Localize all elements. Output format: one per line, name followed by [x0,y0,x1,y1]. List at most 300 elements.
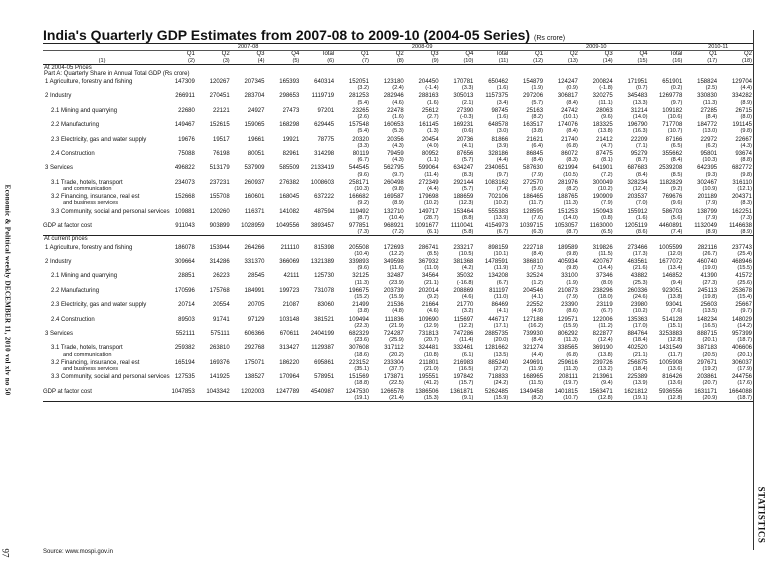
header-blank [43,51,161,58]
row-value: 81866 [491,136,509,143]
row-label: 2 Industry [45,258,72,265]
row-growth: (-0.3) [460,113,474,120]
row-value: 822877 [592,331,613,338]
row-growth: (20.2) [389,351,404,358]
row-value: 28545 [247,273,265,280]
row-value: 119492 [349,208,369,215]
row-value: 28063 [595,107,613,114]
row-value: 324481 [418,345,439,352]
row-growth: (10.3) [702,157,718,164]
header-blank [43,44,161,51]
row-value: 25603 [700,302,718,309]
row-growth: (16.5) [702,322,718,329]
row-value: 3253883 [658,331,683,338]
row-value: 23980 [630,302,648,309]
row-growth: (1.6) [427,99,439,106]
row-value: 151569 [348,374,369,381]
row-growth: (13.4) [667,265,683,272]
row-value: 148234 [697,316,718,323]
row-growth: (3.3) [357,142,369,149]
table-row [43,343,753,351]
row-label-cont: and communication [63,351,112,358]
row-value: 135363 [627,316,648,323]
row-growth: (7.6) [670,308,683,315]
row-value: 141925 [209,374,230,381]
header-col-index: (4) [231,58,266,65]
row-value: 731813 [418,331,439,338]
row-value: 282946 [383,93,404,100]
header-col-index: (13) [544,58,579,65]
row-value: 815398 [314,244,335,251]
table-row [43,300,753,308]
row-value: 234073 [174,179,195,186]
row-growth: (8.0) [740,113,752,120]
row-value: 148029 [731,316,752,323]
row-growth: (8.0) [601,279,613,286]
row-value: 41572 [735,273,752,280]
row-value: 297671 [697,359,718,366]
row-value: 923051 [662,287,683,294]
row-value: 1431549 [658,345,683,352]
row-label: 2.1 Mining and quarrying [51,107,118,114]
row-value: 888715 [697,331,718,338]
row-growth: (5.7) [461,157,474,164]
row-growth: (20.7) [702,380,718,387]
row-label: 2.1 Mining and quarrying [51,273,118,280]
gdp-table-container [43,43,753,402]
row-value: 544545 [348,165,369,172]
row-growth: (4.8) [392,308,404,315]
row-value: 587630 [523,165,544,172]
row-growth: (19.7) [563,380,578,387]
row-growth: (9.2) [670,185,683,192]
row-growth: (7.9) [566,294,578,300]
row-value: 27285 [700,107,718,114]
row-growth: (10.9) [702,185,718,192]
row-value: 637222 [314,194,335,201]
row-value: 203861 [697,374,718,381]
row-value: 86072 [561,150,578,157]
row-growth: (12.4) [632,185,648,192]
row-growth: (27.3) [702,279,718,286]
row-growth: (19.2) [702,366,718,373]
row-value: 20554 [212,302,230,309]
row-value: 578951 [314,374,335,381]
row-value: 468946 [731,258,752,265]
row-growth: (7.9) [601,200,613,207]
row-growth: (5.7) [531,99,544,106]
row-growth: (1.9) [566,279,578,286]
header-col-index: (11) [474,58,509,65]
row-value: 211801 [419,359,439,366]
table-row [43,243,753,251]
row-growth: (15.9) [563,322,578,329]
row-growth: (3.4) [496,99,509,106]
row-growth: (11.9) [494,265,509,272]
row-growth: (12.3) [458,200,474,207]
row-value: 213961 [592,374,613,381]
row-growth: (10.2) [493,200,509,207]
row-growth: (8.1) [601,157,613,164]
row-value: 109494 [348,316,369,323]
row-growth: (20.9) [683,395,718,402]
row-growth: (10.2) [423,200,439,207]
row-growth: (11.1) [598,99,613,106]
row-growth: (9.6) [670,200,683,207]
row-growth: (15.9) [474,395,509,402]
row-value: 22972 [700,136,718,143]
row-growth: (10.6) [667,113,683,120]
row-growth: (18.0) [598,294,613,300]
row-value: 20454 [421,136,439,143]
row-growth: (11.9) [528,366,544,373]
row-growth: (7.3) [335,229,370,236]
row-value: 28851 [178,273,195,280]
row-label: 3.2 Financing, insurance, real est [51,359,140,366]
row-growth: (3.9) [496,142,509,149]
header-col-index: (3) [196,58,231,65]
row-value: 651901 [662,78,683,85]
row-value: 585509 [279,165,300,172]
row-value: 20320 [352,136,369,143]
row-value: 86469 [491,302,509,309]
row-value: 204546 [523,287,544,294]
row-value: 4540987 [310,388,335,395]
row-growth: (18.8) [354,380,369,387]
row-value: 82961 [282,150,300,157]
row-growth: (1.1) [427,157,439,164]
row-value: 27473 [282,107,300,114]
row-value: 260336 [627,287,648,294]
section-title: At 2004-05 Prices [44,64,92,71]
row-value: 562795 [383,165,404,172]
row-value: 189589 [557,244,578,251]
header-col-index: (17) [683,58,718,65]
row-value: 1119719 [311,93,335,100]
row-value: 166682 [348,194,369,201]
row-growth: (6.5) [579,229,614,236]
row-growth: (22.3) [354,322,369,329]
row-value: 91741 [212,316,230,323]
row-growth: (13.6) [667,366,683,373]
table-row [43,120,753,128]
row-growth: (27.2) [493,366,509,373]
row-value: 109881 [174,208,195,215]
title-unit: (Rs crore) [533,35,566,42]
row-value: 26715 [735,107,752,114]
row-value: 205508 [348,244,369,251]
table-row [43,257,753,265]
row-value: 35032 [456,273,474,280]
row-value: 19517 [212,136,230,143]
header-year: 2010-11 [683,44,753,51]
row-value: 115697 [453,316,474,323]
row-value: 34564 [421,273,439,280]
row-growth: (25.6) [737,279,752,286]
table-row [43,221,753,229]
row-value: 1049556 [275,222,300,229]
row-value: 157548 [348,122,369,129]
row-growth: (8.9) [718,229,753,236]
row-value: 162251 [731,208,752,215]
row-growth: (0.7) [635,85,648,92]
row-growth: (21.6) [632,265,648,272]
row-label: 2.4 Construction [51,150,95,157]
row-growth: (10.8) [423,351,439,358]
row-value: 170781 [453,78,474,85]
row-value: 191145 [732,122,752,129]
row-value: 186465 [523,194,544,201]
row-value: 22552 [526,302,544,309]
row-value: 258171 [348,179,369,186]
row-value: 19661 [247,136,265,143]
row-value: 276382 [279,179,300,186]
row-value: 22478 [387,107,404,114]
row-growth: (15.7) [458,380,474,387]
row-value: 1247789 [275,388,300,395]
row-value: 309664 [174,258,195,265]
row-value: 120260 [209,208,230,215]
row-growth: (15.4) [737,294,752,300]
row-value: 682772 [731,165,752,172]
row-value: 239726 [592,359,613,366]
row-value: 79459 [387,150,404,157]
row-growth: (2.7) [427,113,439,120]
row-value: 26223 [212,273,230,280]
header-quarter-row [43,51,753,58]
row-value: 127188 [523,316,544,323]
row-value: 21740 [561,136,578,143]
row-value: 233217 [453,244,474,251]
row-value: 695861 [314,359,335,366]
row-growth: (25.4) [737,250,752,257]
page-title [43,27,753,43]
row-value: 898159 [488,244,509,251]
row-value: 420767 [592,258,613,265]
table-row [43,149,753,157]
row-value: 127535 [174,374,195,381]
row-growth: (11.3) [563,337,578,344]
row-growth: (1.6) [496,113,509,120]
row-value: 4460891 [658,222,683,229]
row-value: 173871 [383,374,404,381]
row-value: 339893 [348,258,369,265]
row-growth: (9.3) [705,171,718,178]
row-value: 223152 [348,359,369,366]
row-value: 4154973 [484,222,509,229]
row-growth: (3.0) [496,128,509,135]
row-growth: (10.2) [632,308,648,315]
row-value: 80119 [352,150,369,157]
row-value: 204450 [418,78,439,85]
page-number: 97 [0,548,11,558]
row-growth: (4.3) [392,157,404,164]
row-value: 1269778 [658,93,683,100]
row-value: 20356 [387,136,404,143]
row-value: 98745 [491,107,509,114]
row-growth: (4.3) [740,142,752,149]
row-growth: (4.4) [531,351,544,358]
row-value: 811197 [489,287,509,294]
row-value: 1005908 [658,359,683,366]
row-growth: (21.4) [370,395,405,402]
row-value: 288163 [418,93,439,100]
row-value: 153464 [453,208,474,215]
row-value: 155912 [627,208,648,215]
row-growth: (6.4) [531,142,544,149]
row-growth: (8.4) [670,157,683,164]
row-value: 297206 [523,93,544,100]
row-growth: (3.8) [531,128,544,135]
row-growth: (12.8) [648,395,683,402]
row-value: 169376 [209,359,230,366]
row-value: 174076 [557,122,578,129]
row-value: 238296 [592,287,613,294]
row-value: 977851 [348,222,369,229]
row-growth: (13.3) [632,99,648,106]
row-growth: (10.7) [544,395,579,402]
row-growth: (21.9) [389,322,404,329]
row-value: 237743 [731,244,752,251]
row-value: 20714 [178,302,195,309]
row-value: 124247 [557,78,578,85]
row-value: 183325 [592,122,613,129]
row-value: 168045 [279,194,300,201]
row-value: 306817 [557,93,578,100]
header-col-index: (8) [370,58,405,65]
row-value: 739930 [523,331,544,338]
row-value: 1129387 [311,345,335,352]
row-growth [265,395,300,402]
row-growth: (6.7) [601,308,613,315]
row-growth: (9.8) [566,250,578,257]
row-value: 190909 [592,194,613,201]
row-value: 87475 [595,150,613,157]
row-growth: (9.7) [392,171,404,178]
row-value: 37346 [595,273,613,280]
header-quarter: Total [495,51,509,57]
row-growth [265,229,300,236]
row-value: 321274 [523,345,544,352]
row-growth: (10.1) [493,250,509,257]
row-value: 160653 [383,122,404,129]
table-row [43,271,753,279]
row-growth: (14.0) [632,113,648,120]
row-value: 682329 [348,331,369,338]
row-growth: (11.7) [668,351,683,358]
row-label: 3.1 Trade, hotels, transport [51,179,123,186]
row-value: 1664088 [728,388,752,395]
row-growth: (9.1) [440,395,475,402]
row-growth: (11.3) [563,366,578,373]
row-growth: (11.5) [528,380,544,387]
header-col-index: (2) [161,58,196,65]
row-growth: (8.9) [740,99,752,106]
row-growth: (6.2) [705,142,718,149]
row-value: 93674 [735,150,752,157]
row-value: 237231 [209,179,230,186]
table-row [43,135,753,143]
row-value: 911043 [175,222,195,229]
row-growth: (5.7) [461,185,474,192]
header-quarter: Q2 [743,51,752,57]
row-value: 188765 [557,194,578,201]
row-growth: (9.6) [601,113,613,120]
header-quarter: Q1 [360,51,369,57]
row-growth: (4.6) [427,308,439,315]
row-value: 256875 [627,359,648,366]
row-growth: (7.2) [370,229,405,236]
row-value: 208111 [558,374,578,381]
row-value: 367932 [418,258,439,265]
header-quarter: Q3 [430,51,439,57]
row-growth: (8.5) [670,171,683,178]
row-growth: (18.4) [632,337,648,344]
row-growth: (11.0) [424,265,439,272]
section-row [43,236,753,243]
row-growth: (8.3) [566,157,578,164]
row-growth: (13.5) [702,308,718,315]
row-growth: (3.2) [357,85,369,92]
row-growth: (8.4) [531,337,544,344]
row-value: 22667 [735,136,752,143]
row-growth: (21.0) [423,366,439,373]
row-value: 211110 [280,244,300,251]
row-growth: (4.2) [461,265,474,272]
row-growth: (9.6) [357,265,369,272]
row-value: 314298 [314,150,335,157]
row-value: 80952 [421,150,439,157]
row-growth: (-16.8) [456,279,474,286]
row-value: 22680 [178,107,195,114]
row-growth: (20.0) [493,337,509,344]
row-growth: (4.1) [496,308,509,315]
row-value: 1091677 [415,222,439,229]
row-value: 366069 [279,258,300,265]
row-label: 2.4 Construction [51,316,95,323]
row-growth: (8.4) [531,157,544,164]
row-value: 1028959 [241,222,265,229]
row-growth: (19.0) [702,265,718,272]
row-value: 555383 [488,208,509,215]
row-value: 641901 [592,165,613,172]
row-value: 1163000 [589,222,613,229]
row-growth: (11.6) [389,265,404,272]
header-quarter: Q3 [604,51,613,57]
row-value: 283704 [244,93,265,100]
row-value: 1053057 [554,222,578,229]
row-label: 2.3 Electricity, gas and water supply [51,302,147,309]
row-growth [196,395,231,402]
row-value: 369190 [592,345,613,352]
row-growth: (5.6) [670,214,683,221]
row-value: 83060 [317,302,335,309]
row-value: 1677072 [658,258,683,265]
row-growth: (12.0) [667,250,683,257]
row-value: 201189 [697,194,718,201]
row-value: 253678 [731,287,752,294]
row-value: 158824 [697,78,718,85]
row-value: 769676 [662,194,683,201]
row-value: 298653 [279,93,300,100]
row-value: 320275 [592,93,613,100]
row-label: 3.3 Community, social and personal services [51,208,170,215]
row-growth: (5.4) [357,128,369,135]
row-value: 195551 [418,374,439,381]
table-row [43,91,753,99]
row-value: 381368 [453,258,474,265]
header-year: 2008-09 [335,44,509,51]
